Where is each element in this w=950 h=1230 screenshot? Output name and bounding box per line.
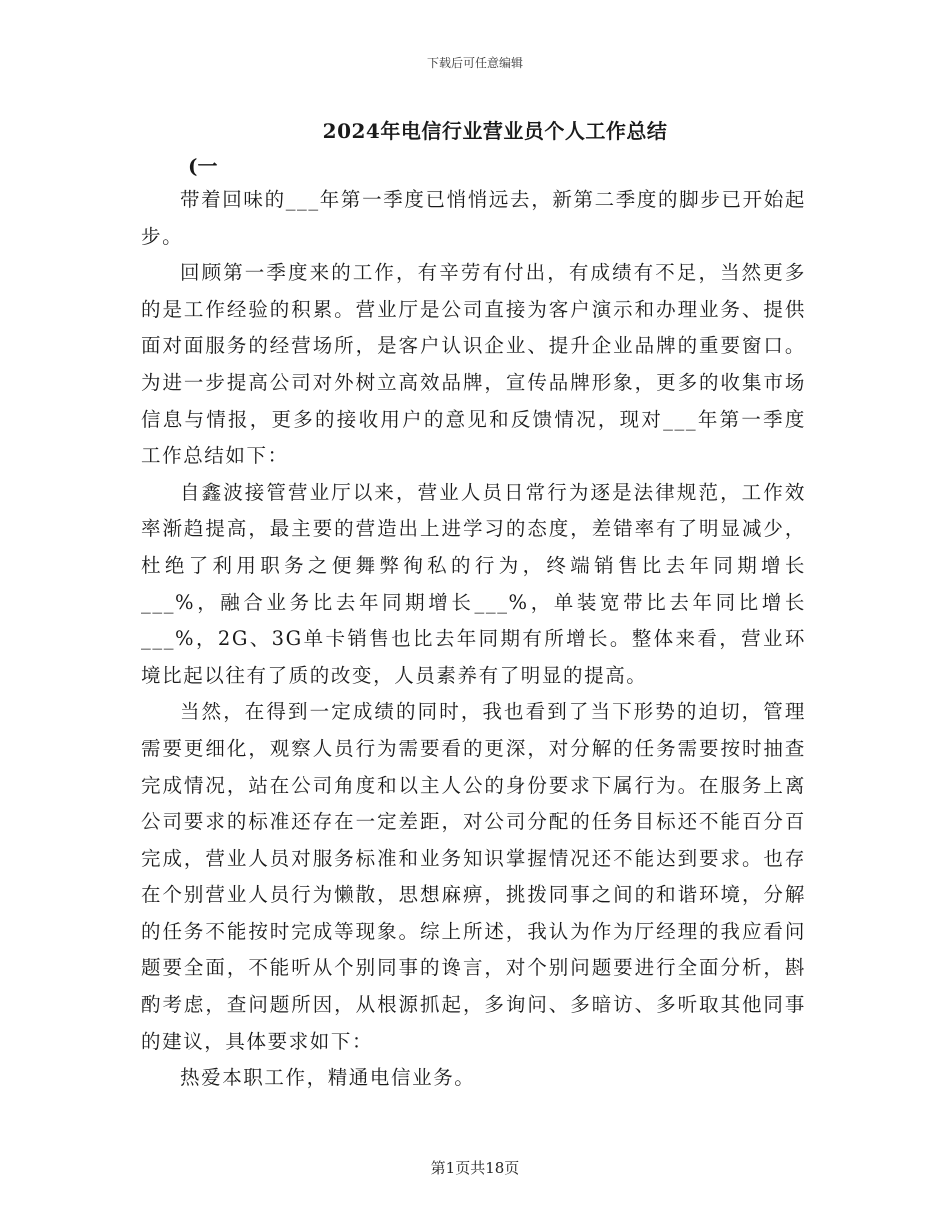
paragraph: 带着回味的___年第一季度已悄悄远去，新第二季度的脚步已开始起步。 <box>141 188 806 248</box>
paragraph: 当然，在得到一定成绩的同时，我也看到了当下形势的迫切，管理需要更细化，观察人员行为需要看的更深，对分解的任务需要按时抽查完成情况，站在公司角度和以主人公的身份要求下属行为。在服务上离公司要求的标准还存在一定差距，对公司分配的任务目标还不能百分百完成，营业人员对服务标准和业务知识掌握情况还不能达到要求。也存在个别营业人员行为懒散，思想麻痹，挑拨同事之间的和谐环境，分解的任务不能按时完成等现象。综上所述，我认为作为厅经理的我应看问题要全面，不能听从个别同事的谗言，对个别问题要进行全面分析，斟酌考虑，查问题所因，从根源抓起，多询问、多暗访、多听取其他同事的建议，具体要求如下： <box>141 700 806 1053</box>
document-title: 2024年电信行业营业员个人工作总结 <box>322 119 668 143</box>
paragraph: 回顾第一季度来的工作，有辛劳有付出，有成绩有不足，当然更多的是工作经验的积累。营业厅是公司直接为客户演示和办理业务、提供面对面服务的经营场所，是客户认识企业、提升企业品牌的重要窗口。为进一步提高公司对外树立高效品牌，宣传品牌形象，更多的收集市场信息与情报，更多的接收用户的意见和反馈情况，现对___年第一季度工作总结如下： <box>141 261 806 468</box>
paragraph: 热爱本职工作，精通电信业务。 <box>180 1066 476 1090</box>
page-number-footer: 第1页共18页 <box>430 1159 520 1177</box>
document-body <box>141 182 806 1097</box>
paragraph: 自鑫波接管营业厅以来，营业人员日常行为逐是法律规范，工作效率渐趋提高，最主要的营造出上进学习的态度，差错率有了明显减少，杜绝了利用职务之便舞弊徇私的行为，终端销售比去年同期增长___%，融合业务比去年同期增长___%，单装宽带比去年同比增长___%，2G、3G单卡销售也比去年同期有所增长。整体来看，营业环境比起以往有了质的改变，人员素养有了明显的提高。 <box>141 480 806 687</box>
document-subtitle: (一 <box>188 154 218 178</box>
header-note: 下载后可任意编辑 <box>426 56 523 70</box>
